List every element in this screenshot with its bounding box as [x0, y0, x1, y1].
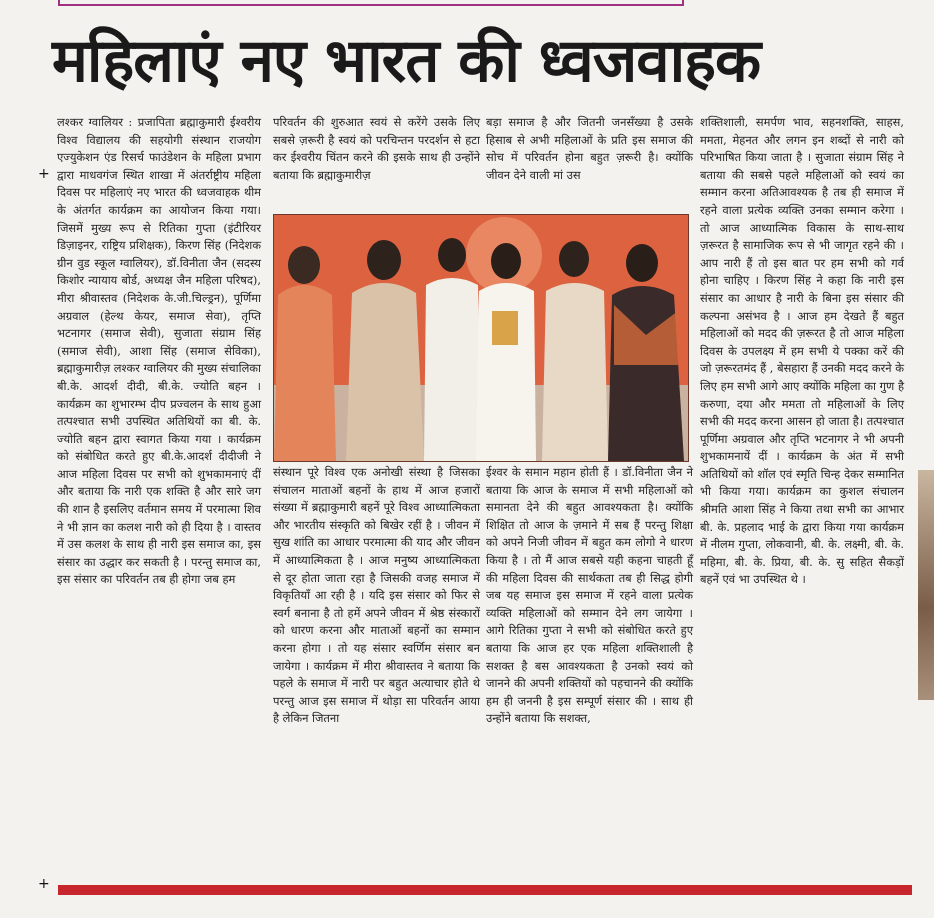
adjacent-article-photo: [918, 470, 934, 700]
article-headline: महिलाएं नए भारत की ध्वजवाहक: [52, 26, 761, 96]
registration-plus-icon: +: [38, 166, 50, 182]
registration-plus-icon: +: [38, 876, 50, 892]
article-column-2-top: [273, 114, 480, 209]
top-frame-rule: [58, 0, 684, 6]
column-3-top-text: बड़ा समाज है और जितनी जनसँख्या है उसके हिसाब से अभी महिलाओं के प्रति इस समाज की सोच में परिवर्तन होना बहुत ज़रूरी है। क्योंकि जीवन देने वाली मां उस: [486, 115, 693, 182]
column-3-bottom-text: ईश्वर के समान महान होती हैं । डॉ.विनीता जैन ने बताया कि आज के समाज में सभी महिलाओं को समानता देने की बहुत आवश्यकता है। क्योंकि शिक्षित तो आज के ज़माने में सब हैं परन्तु शिक्षा को अपने निजी जीवन में बहुत कम लोगो ने धारण किया है । तो मैं आज सबसे यही कहना चाहती हूँ की महिला दिवस की सार्थकता तब ही सिद्ध होगी जब यह समाज इस समाज में रहने वाला प्रत्येक व्यक्ति महिलाओं को सम्मान देने लग जायेगा । आगे रितिका गुप्ता ने सभी को संबोधित करते हुए बताया कि आज हर एक महिला शक्तिशाली है सशक्त है बस आवश्यकता है उनको स्वयं को जानने की अपनी शक्तियों को पहचानने की क्योंकि हम ही जननी है इस सम्पूर्ण संसार की । साथ ही उन्होंने बताया कि सशक्त,: [486, 465, 693, 726]
article-column-3-bottom: [486, 464, 693, 884]
article-column-2-bottom: [273, 464, 480, 884]
article-column-4: [700, 114, 904, 884]
column-1-text: लश्कर ग्वालियर : प्रजापिता ब्रह्माकुमारी ईश्वरीय विश्व विद्यालय की सहयोगी संस्थान राजयोग एज्युकेशन एंड रिसर्च फाउंडेशन के महिला प्रभाग द्वारा माधवगंज स्थित शाखा में अंतर्राष्ट्रीय महिला दिवस पर महिलाएं नए भारत की ध्वजवाहक थीम के अंतर्गत कार्यक्रम का आयोजन किया गया। जिसमें मुख्य रूप से रितिका गुप्ता (इंटीरियर डिज़ाइनर, राष्ट्रिय प्रशिक्षक), किरण सिंह (निदेशक ग्रीन वुड स्कूल ग्वालियर), डॉ.विनीता जैन (सदस्य किशोर न्यायाय बोर्ड, अध्यक्ष जैन महिला परिषद), मीरा श्रीवास्तव (निदेशक के.जी.चिल्ड्रन), पूर्णिमा अग्रवाल (हेल्थ केयर, समाज सेवा), तृप्ति भटनागर (समाज सेवी), सुजाता संग्राम सिंह (समाज सेवी), आशा सिंह (समाज सेविका), ब्रह्माकुमारीज़ लश्कर ग्वालियर की मुख्य संचालिका बी.के. आदर्श दीदी, बी.के. ज्योति बहन । कार्यक्रम का शुभारम्भ दीप प्रज्वलन के साथ हुआ तत्पश्चात सभी उपस्थित अतिथियों का बी. के. ज्योति बहन द्वारा स्वागत किया गया । कार्यक्रम को संबोधित करते हुए बी.के.आदर्श दीदीजी ने आज महिला दिवस पर सभी को शुभकामनाएं दीं और बताया कि नारी एक शक्ति है और सारे जग की शान है इसलिए वर्तमान समय में परमात्मा शिव ने भी ज्ञान का कलश नारी को ही दिया है । वास्तव में उस कलश के साथ ही नारी इस समाज का, इस संसार का उद्धार कर सकती है । परन्तु समाज का, इस संसार का परिवर्तन तब ही होगा जब हम: [57, 115, 261, 587]
column-4-text: शक्तिशाली, समर्पण भाव, सहनशक्ति, साहस, ममता, मेहनत और लगन इन शब्दों से नारी को परिभाषित किया जाता है । सुजाता संग्राम सिंह ने बताया की सबसे पहले महिलाओं को स्वयं का सम्मान करना अतिआवश्यक है तब ही समाज में रहने वाला प्रत्येक व्यक्ति उनका सम्मान करेगा । तो आज आध्यात्मिक विकास के साथ-साथ ज़रूरत है सामाजिक रूप से भी जागृत रहने की । आप नारी हैं तो इस बात पर हम सभी को गर्व होना चाहिए । किरण सिंह ने कहा कि नारी इस संसार का आधार है नारी के बिना इस संसार की कल्पना असंभव है । आज हम देखते हैं बहुत महिलाओं को मदद की ज़रूरत है तो आज महिला दिवस के उपलक्ष्य में हम सभी ये पक्का करें की जो ज़रूरतमंद हैं , बेसहारा हैं उनकी मदद करने के लिए हम सभी आगे आए क्योंकि महिला का गुण है करुणा, दया और ममता तो महिलाओं के लिए सभी की मदद करना आसन हो जाता है। तत्पश्चात पूर्णिमा अग्रवाल और तृप्ति भटनागर ने भी अपनी शुभकामनायें दीं । कार्यक्रम के अंत में सभी अतिथियों को शॉल एवं स्मृति चिन्ह देकर सम्मानित भी किया गया। कार्यक्रम का कुशल संचालन श्रीमति आशा सिंह ने किया तथा सभी का आभार बी. के. प्रहलाद भाई के द्वारा किया गया कार्यक्रम में नीलम गुप्ता, लोकवानी, बी. के. लक्ष्मी, बी. के. महिमा, बी. के. प्रिया, बी. के. सु सहित सैकड़ों बहनें एवं भा उपस्थित थे ।: [700, 115, 904, 587]
event-photo-illustration: [274, 215, 688, 461]
bottom-red-bar: [58, 885, 934, 895]
column-2-top-text: परिवर्तन की शुरुआत स्वयं से करेंगे उसके लिए सबसे ज़रूरी है स्वयं को परचिन्तन परदर्शन से हटा कर ईश्वरीय चिंतन करने की इसके साथ ही उन्होंने बताया कि ब्रह्माकुमारीज़: [273, 115, 480, 182]
adjacent-article-strip: [912, 0, 934, 918]
event-photo: [273, 214, 689, 462]
column-2-bottom-text: संस्थान पूरे विश्व एक अनोखी संस्था है जिसका संचालन माताओं बहनों के हाथ में आज हजारों संख्या में ब्रह्माकुमारी बहनें पूरे विश्व आध्यात्मिकता और भारतीय संस्कृति को बिखेर रहीं है । जीवन में सुख शांति का आधार परमात्मा की याद और जीवन में आध्यात्मिकता है । आज मनुष्य आध्यात्मिकता से दूर होता जाता रहा है जिसकी वजह समाज में विकृतियाँ आ रही है । यदि इस संसार को फिर से स्वर्ग बनाना है तो हमें अपने जीवन में श्रेष्ठ संस्कारों को धारण करना और माताओं बहनों का सम्मान करना होगा । तो यह संसार स्वर्णिम संसार बन जायेगा । कार्यक्रम में मीरा श्रीवास्तव ने बताया कि पहले के समाज में नारी पर बहुत अत्याचार होते थे परन्तु आज इस समाज में थोड़ा सा परिवर्तन आया है लेकिन जितना: [273, 465, 480, 726]
article-column-1: [57, 114, 261, 884]
article-column-3-top: [486, 114, 693, 209]
